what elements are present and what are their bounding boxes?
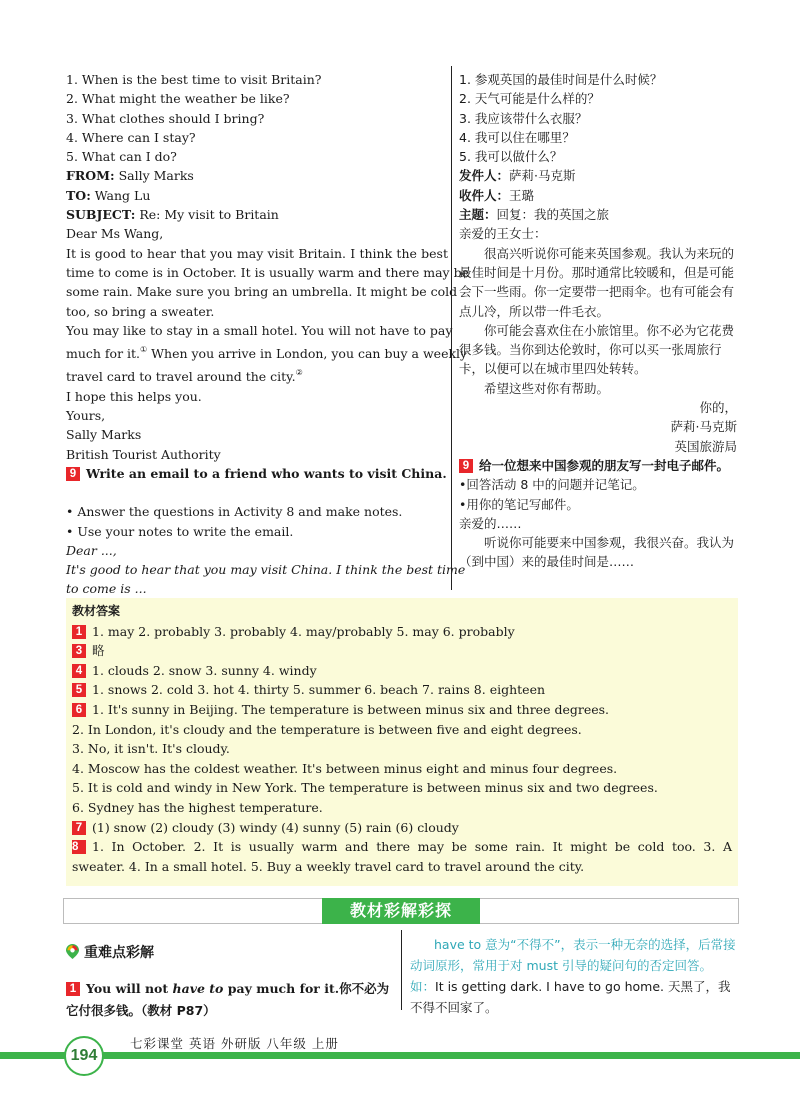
zh-to-value: 王璐	[509, 187, 535, 203]
question-2: 2. What might the weather be like?	[66, 91, 290, 107]
answer-4-badge: 4	[72, 664, 86, 678]
answer-1-text: 1. may 2. probably 3. probably 4. may/probably 5. may 6. probably	[92, 623, 515, 639]
answers-box	[66, 598, 738, 886]
question-3: 3. What clothes should I bring?	[66, 110, 265, 126]
zh-to	[459, 186, 737, 205]
para1-line1: It is good to hear that you may visit Britain. I think the best	[66, 245, 448, 261]
subject-value: Re: My visit to Britain	[135, 207, 279, 223]
answer-6-line5: 5. It is cold and windy in New York. The temperature is between minus six and two degrees.	[72, 780, 658, 796]
section-banner: 教材彩解彩探	[322, 898, 480, 924]
closing-1: I hope this helps you.	[66, 388, 202, 404]
answers-heading: 教材答案	[72, 604, 121, 618]
focus-example-b: have to	[172, 981, 224, 996]
answer-5-badge: 5	[72, 683, 86, 697]
answer-6-badge: 6	[72, 703, 86, 717]
subject-label: SUBJECT:	[66, 207, 136, 223]
answer-6-line3: 3. No, it isn't. It's cloudy.	[72, 741, 230, 757]
activity-9-badge: 9	[66, 467, 80, 481]
focus-example-badge: 1	[66, 982, 80, 996]
para1-line3: some rain. Make sure you bring an umbrella. It might be cold	[66, 284, 458, 300]
answer-3	[72, 641, 732, 661]
email-greeting: Dear Ms Wang,	[66, 226, 164, 242]
zh-sign-2: 萨莉·马克斯	[670, 419, 737, 435]
closing-3: Sally Marks	[66, 427, 142, 443]
zh-para1: 很高兴听说你可能来英国参观。我认为来玩的最佳时间是十月份。那时通常比较暖和，但是可能会下一些雨。你一定要带一把雨伞。也有可能会有点儿冷，所以带一件毛衣。	[459, 245, 735, 319]
zh-to-label: 收件人：	[459, 187, 510, 203]
zh-subject-label: 主题：	[459, 207, 497, 223]
email-subject	[66, 205, 448, 224]
answer-1-badge: 1	[72, 625, 86, 639]
answer-8-badge: 8	[72, 840, 86, 854]
para1-line4: too, so bring a sweater.	[66, 303, 215, 319]
focus-example-1	[66, 978, 396, 1022]
activity-9-title-text: Write an email to a friend who wants to visit China.	[86, 465, 447, 481]
location-pin-icon	[66, 944, 79, 959]
email-from	[66, 166, 448, 185]
footer-bar	[0, 1052, 800, 1059]
zh-subject-value: 回复：我的英国之旅	[496, 207, 610, 223]
footer-book-title: 七彩课堂 英语 外研版 八年级 上册	[130, 1036, 339, 1051]
footnote-1: ①	[140, 345, 148, 355]
para1-line2: time to come is in October. It is usually warm and there may be	[66, 264, 469, 280]
zh-question-2: 2. 天气可能是什么样的？	[459, 91, 600, 107]
zh-subject	[459, 205, 737, 224]
to-value: Wang Lu	[90, 187, 151, 203]
answer-5-text: 1. snows 2. cold 3. hot 4. thirty 5. summer 6. beach 7. rains 8. eighteen	[92, 682, 546, 698]
answer-1	[72, 622, 732, 642]
answer-8-line1: 1. In October. 2. It is usually warm and there may be some rain. It might be cold too. 3. A	[92, 839, 732, 855]
zh-question-1: 1. 参观英国的最佳时间是什么时候？	[459, 72, 663, 87]
zh-question-3: 3. 我应该带什么衣服？	[459, 110, 588, 126]
zh-activity-9-title	[459, 456, 737, 475]
zh-bullet-1: •回答活动 8 中的问题并记笔记。	[459, 477, 645, 493]
zh-para3: 希望这些对你有帮助。	[484, 380, 610, 396]
answer-7-badge: 7	[72, 821, 86, 835]
focus-example-zh: 你不必为它付很多钱。（教材 P87）	[66, 981, 390, 1018]
focus-section	[66, 942, 396, 1022]
question-5: 5. What can I do?	[66, 149, 177, 165]
focus-example-c: pay much for it.	[223, 981, 340, 996]
english-column	[66, 70, 469, 599]
bullet-2: • Use your notes to write the email.	[66, 523, 294, 539]
closing-4: British Tourist Authority	[66, 446, 221, 462]
sample-greeting: Dear ...,	[66, 542, 117, 558]
answer-8	[72, 837, 732, 857]
para2-line2-a: much for it.	[66, 346, 141, 362]
para2-line2-b: When you arrive in London, you can buy a weekly	[147, 346, 468, 362]
answer-7	[72, 818, 732, 838]
zh-activity-9-title-text: 给一位想来中国参观的朋友写一封电子邮件。	[479, 457, 730, 473]
from-label: FROM:	[66, 168, 115, 184]
answer-4-text: 1. clouds 2. snow 3. sunny 4. windy	[92, 662, 317, 678]
focus-note	[410, 934, 736, 1018]
bottom-divider	[401, 930, 402, 1010]
question-1: 1. When is the best time to visit Britain?	[66, 72, 322, 87]
answer-5	[72, 680, 732, 700]
zh-sign-3: 英国旅游局	[674, 438, 737, 454]
answer-3-badge: 3	[72, 644, 86, 658]
answer-6-line2: 2. In London, it's cloudy and the temperature is between five and eight degrees.	[72, 721, 582, 737]
focus-note-example: It is getting dark. I have to go home. 天黑了，我不得不回家了。	[410, 979, 731, 1015]
bullet-1: • Answer the questions in Activity 8 and make notes.	[66, 504, 403, 520]
para2-line1: You may like to stay in a small hotel. You will not have to pay	[66, 322, 453, 338]
answer-6-line6: 6. Sydney has the highest temperature.	[72, 799, 323, 815]
activity-9-title	[66, 464, 448, 483]
answer-3-text: 略	[92, 643, 105, 659]
answer-6	[72, 700, 732, 720]
from-value: Sally Marks	[114, 168, 194, 184]
zh-sign-1: 你的，	[699, 400, 737, 416]
zh-question-5: 5. 我可以做什么？	[459, 149, 563, 165]
zh-from-value: 萨莉·马克斯	[509, 168, 576, 184]
answer-8-line2: sweater. 4. In a small hotel. 5. Buy a weekly travel card to travel around the city.	[72, 858, 585, 874]
para2-line3-text: travel card to travel around the city.	[66, 369, 296, 385]
answer-4	[72, 661, 732, 681]
zh-question-4: 4. 我可以住在哪里？	[459, 129, 575, 145]
para2-line2	[66, 340, 468, 363]
zh-greeting: 亲爱的王女士：	[459, 226, 547, 242]
sample-line2: to come is ...	[66, 581, 147, 597]
email-to	[66, 186, 448, 205]
question-4: 4. Where can I stay?	[66, 129, 196, 145]
focus-example-a: You will not	[86, 981, 173, 996]
closing-2: Yours,	[66, 408, 106, 424]
para2-line3	[66, 363, 448, 386]
zh-from-label: 发件人：	[459, 168, 510, 184]
answer-6-line1: 1. It's sunny in Beijing. The temperature is between minus six and three degrees.	[92, 701, 609, 717]
answer-7-text: (1) snow (2) cloudy (3) windy (4) sunny (5) rain (6) cloudy	[92, 819, 459, 835]
focus-note-explanation: have to 意为“不得不”，表示一种无奈的选择，后常接动词原形，常用于对 must 引导的疑问句的否定回答。如：	[410, 937, 736, 994]
to-label: TO:	[66, 187, 91, 203]
zh-bullet-2: •用你的笔记写邮件。	[459, 496, 579, 512]
zh-sample-greeting: 亲爱的……	[459, 515, 522, 531]
page-number: 194	[64, 1036, 104, 1076]
focus-title	[66, 942, 396, 964]
column-divider	[451, 66, 452, 590]
zh-activity-9-badge: 9	[459, 459, 473, 473]
zh-sample-para: 听说你可能要来中国参观，我很兴奋。我认为（到中国）来的最佳时间是……	[459, 535, 735, 570]
answer-6-line4: 4. Moscow has the coldest weather. It's between minus eight and minus four degrees.	[72, 760, 618, 776]
focus-title-text: 重难点彩解	[84, 945, 154, 961]
sample-line1: It's good to hear that you may visit China. I think the best time	[66, 562, 466, 578]
footnote-2: ②	[295, 368, 303, 378]
zh-from	[459, 166, 737, 185]
zh-para2: 你可能会喜欢住在小旅馆里。你不必为它花费很多钱。当你到达伦敦时，你可以买一张周旅行卡，以便可以在城市里四处转转。	[459, 322, 735, 377]
chinese-column	[459, 70, 737, 572]
